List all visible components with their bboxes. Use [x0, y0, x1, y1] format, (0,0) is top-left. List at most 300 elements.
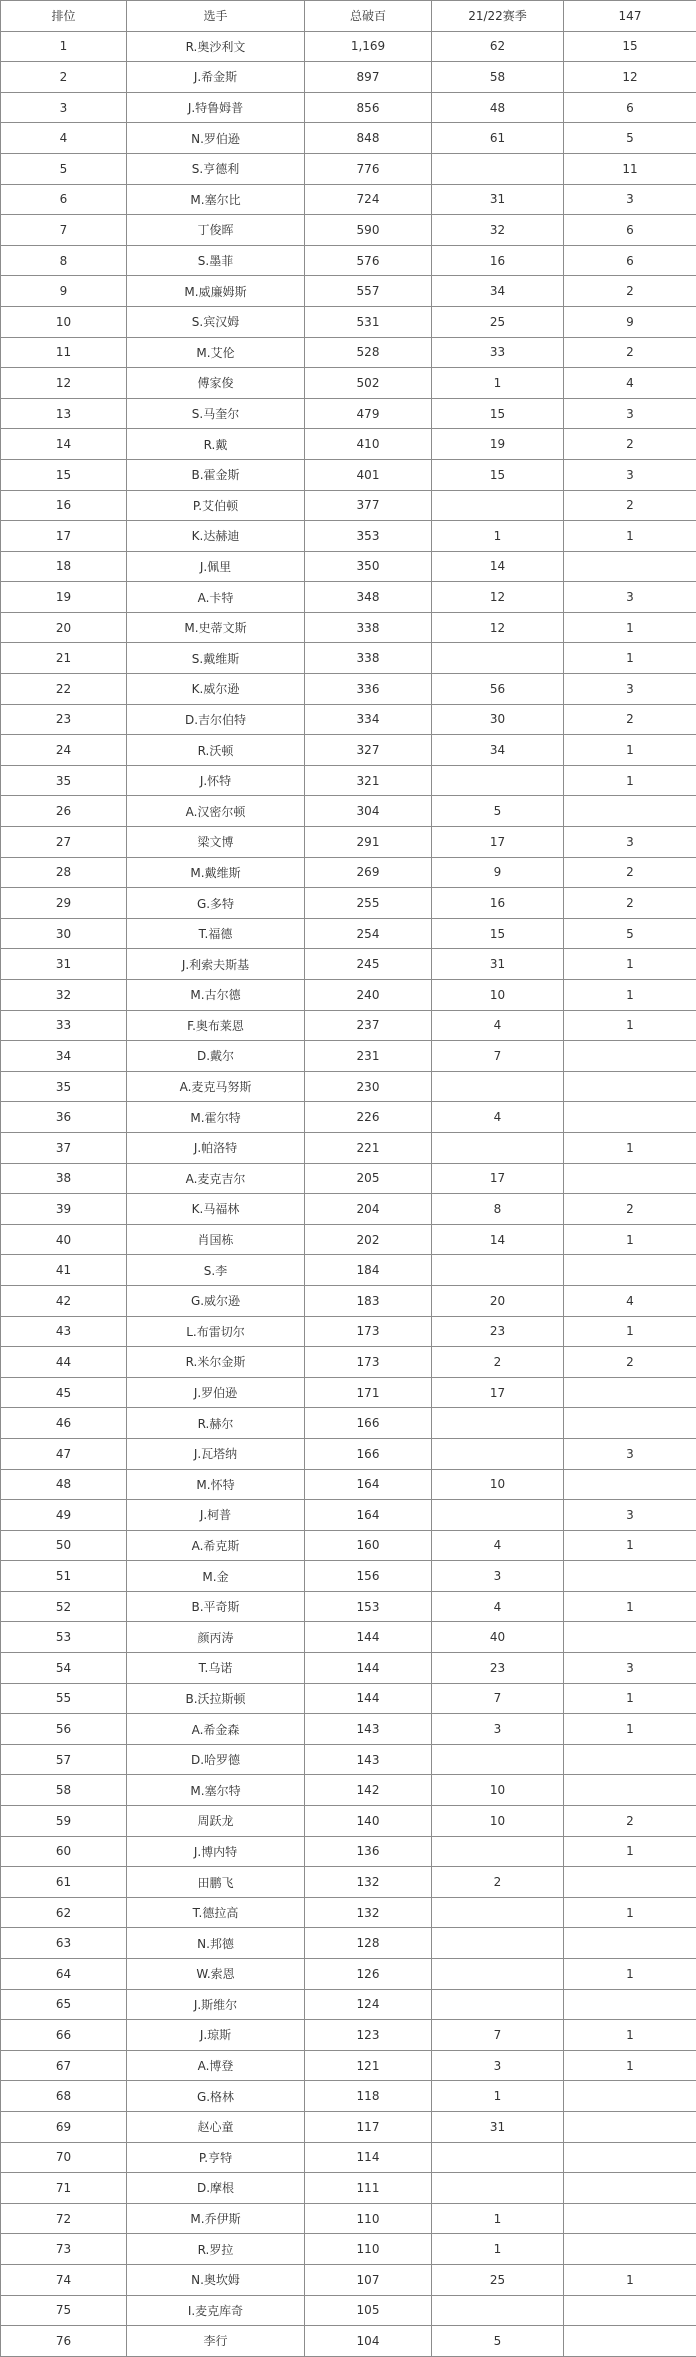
cell-rank: 37	[1, 1132, 127, 1163]
cell-season-2122: 14	[432, 551, 564, 582]
cell-rank: 21	[1, 643, 127, 674]
cell-147: 4	[564, 1285, 696, 1316]
cell-player: S.李	[127, 1255, 305, 1286]
cell-rank: 38	[1, 1163, 127, 1194]
cell-rank: 66	[1, 2020, 127, 2051]
cell-total-centuries: 166	[305, 1438, 432, 1469]
cell-season-2122: 23	[432, 1653, 564, 1684]
cell-season-2122: 4	[432, 1102, 564, 1133]
table-row	[1, 1194, 696, 1225]
cell-147: 1	[564, 765, 696, 796]
cell-rank: 65	[1, 1989, 127, 2020]
cell-147	[564, 2234, 696, 2265]
cell-rank: 34	[1, 1041, 127, 1072]
cell-rank: 49	[1, 1500, 127, 1531]
cell-season-2122: 56	[432, 674, 564, 705]
cell-season-2122	[432, 1438, 564, 1469]
cell-player: J.瓦塔纳	[127, 1438, 305, 1469]
cell-player: L.布雷切尔	[127, 1316, 305, 1347]
cell-season-2122	[432, 1959, 564, 1990]
cell-147: 6	[564, 215, 696, 246]
cell-season-2122: 14	[432, 1224, 564, 1255]
cell-rank: 69	[1, 2111, 127, 2142]
cell-total-centuries: 321	[305, 765, 432, 796]
cell-total-centuries: 142	[305, 1775, 432, 1806]
cell-rank: 7	[1, 215, 127, 246]
table-row	[1, 521, 696, 552]
cell-season-2122: 9	[432, 857, 564, 888]
cell-season-2122: 5	[432, 796, 564, 827]
cell-player: T.德拉高	[127, 1897, 305, 1928]
cell-season-2122: 34	[432, 735, 564, 766]
cell-season-2122: 10	[432, 1775, 564, 1806]
cell-rank: 58	[1, 1775, 127, 1806]
cell-total-centuries: 123	[305, 2020, 432, 2051]
cell-player: P.亨特	[127, 2142, 305, 2173]
cell-player: A.博登	[127, 2050, 305, 2081]
table-row	[1, 2020, 696, 2051]
cell-player: N.奥坎姆	[127, 2264, 305, 2295]
table-row	[1, 1867, 696, 1898]
cell-rank: 20	[1, 612, 127, 643]
cell-147: 9	[564, 306, 696, 337]
cell-rank: 57	[1, 1744, 127, 1775]
cell-147	[564, 2111, 696, 2142]
cell-147	[564, 1408, 696, 1439]
cell-season-2122: 8	[432, 1194, 564, 1225]
cell-total-centuries: 226	[305, 1102, 432, 1133]
cell-season-2122: 3	[432, 1561, 564, 1592]
cell-player: D.哈罗德	[127, 1744, 305, 1775]
cell-147: 5	[564, 918, 696, 949]
table-row	[1, 980, 696, 1011]
cell-147	[564, 1469, 696, 1500]
table-row	[1, 1285, 696, 1316]
cell-total-centuries: 776	[305, 153, 432, 184]
cell-season-2122: 5	[432, 2326, 564, 2357]
cell-147	[564, 1102, 696, 1133]
table-row	[1, 1377, 696, 1408]
cell-player: 周跃龙	[127, 1806, 305, 1837]
cell-147	[564, 1867, 696, 1898]
cell-147	[564, 2142, 696, 2173]
table-row	[1, 62, 696, 93]
cell-player: 李行	[127, 2326, 305, 2357]
cell-rank: 44	[1, 1347, 127, 1378]
cell-season-2122	[432, 765, 564, 796]
table-row	[1, 1530, 696, 1561]
cell-147: 1	[564, 1836, 696, 1867]
cell-player: J.帕洛特	[127, 1132, 305, 1163]
cell-total-centuries: 156	[305, 1561, 432, 1592]
cell-total-centuries: 897	[305, 62, 432, 93]
cell-total-centuries: 104	[305, 2326, 432, 2357]
cell-147: 3	[564, 398, 696, 429]
table-row	[1, 1561, 696, 1592]
cell-season-2122: 4	[432, 1010, 564, 1041]
table-row	[1, 306, 696, 337]
cell-player: J.博内特	[127, 1836, 305, 1867]
cell-rank: 11	[1, 337, 127, 368]
table-row	[1, 1102, 696, 1133]
cell-rank: 39	[1, 1194, 127, 1225]
cell-147: 1	[564, 1224, 696, 1255]
cell-season-2122	[432, 2295, 564, 2326]
cell-player: J.佩里	[127, 551, 305, 582]
table-row	[1, 735, 696, 766]
cell-rank: 42	[1, 1285, 127, 1316]
cell-rank: 73	[1, 2234, 127, 2265]
table-row	[1, 1255, 696, 1286]
cell-season-2122: 10	[432, 980, 564, 1011]
cell-rank: 35	[1, 765, 127, 796]
cell-147: 1	[564, 521, 696, 552]
cell-147	[564, 1928, 696, 1959]
cell-player: M.金	[127, 1561, 305, 1592]
cell-rank: 60	[1, 1836, 127, 1867]
cell-rank: 36	[1, 1102, 127, 1133]
table-row	[1, 1622, 696, 1653]
table-row	[1, 368, 696, 399]
cell-rank: 56	[1, 1714, 127, 1745]
table-row	[1, 2203, 696, 2234]
cell-total-centuries: 724	[305, 184, 432, 215]
cell-rank: 62	[1, 1897, 127, 1928]
cell-total-centuries: 240	[305, 980, 432, 1011]
cell-player: J.罗伯逊	[127, 1377, 305, 1408]
cell-rank: 23	[1, 704, 127, 735]
cell-player: G.多特	[127, 888, 305, 919]
cell-147: 1	[564, 1132, 696, 1163]
table-row	[1, 459, 696, 490]
cell-147: 12	[564, 62, 696, 93]
table-row	[1, 245, 696, 276]
cell-147: 2	[564, 429, 696, 460]
cell-147: 1	[564, 1591, 696, 1622]
cell-player: K.威尔逊	[127, 674, 305, 705]
cell-rank: 24	[1, 735, 127, 766]
cell-season-2122	[432, 2173, 564, 2204]
cell-season-2122	[432, 1928, 564, 1959]
cell-147	[564, 2081, 696, 2112]
cell-total-centuries: 110	[305, 2203, 432, 2234]
cell-total-centuries: 327	[305, 735, 432, 766]
cell-total-centuries: 590	[305, 215, 432, 246]
cell-rank: 59	[1, 1806, 127, 1837]
cell-season-2122: 31	[432, 949, 564, 980]
cell-total-centuries: 231	[305, 1041, 432, 1072]
cell-rank: 19	[1, 582, 127, 613]
cell-rank: 28	[1, 857, 127, 888]
cell-rank: 13	[1, 398, 127, 429]
table-row	[1, 153, 696, 184]
cell-rank: 26	[1, 796, 127, 827]
cell-player: M.塞尔比	[127, 184, 305, 215]
table-row	[1, 1897, 696, 1928]
cell-147: 1	[564, 1959, 696, 1990]
cell-player: A.希克斯	[127, 1530, 305, 1561]
cell-season-2122	[432, 1897, 564, 1928]
cell-season-2122: 17	[432, 1377, 564, 1408]
table-row	[1, 1928, 696, 1959]
cell-player: M.霍尔特	[127, 1102, 305, 1133]
cell-player: B.平奇斯	[127, 1591, 305, 1622]
cell-player: D.戴尔	[127, 1041, 305, 1072]
cell-147	[564, 1989, 696, 2020]
cell-total-centuries: 144	[305, 1653, 432, 1684]
cell-total-centuries: 126	[305, 1959, 432, 1990]
cell-total-centuries: 221	[305, 1132, 432, 1163]
table-row	[1, 1071, 696, 1102]
cell-total-centuries: 557	[305, 276, 432, 307]
cell-147: 3	[564, 459, 696, 490]
cell-season-2122	[432, 1255, 564, 1286]
cell-147: 1	[564, 949, 696, 980]
cell-player: 傅家俊	[127, 368, 305, 399]
cell-season-2122	[432, 643, 564, 674]
cell-total-centuries: 377	[305, 490, 432, 521]
cell-147	[564, 2203, 696, 2234]
cell-147	[564, 1561, 696, 1592]
cell-147	[564, 2173, 696, 2204]
cell-player: N.邦德	[127, 1928, 305, 1959]
cell-rank: 48	[1, 1469, 127, 1500]
cell-season-2122: 7	[432, 2020, 564, 2051]
cell-147: 2	[564, 888, 696, 919]
cell-season-2122: 12	[432, 582, 564, 613]
cell-total-centuries: 856	[305, 92, 432, 123]
cell-rank: 3	[1, 92, 127, 123]
cell-total-centuries: 1,169	[305, 31, 432, 62]
cell-total-centuries: 111	[305, 2173, 432, 2204]
cell-player: J.特鲁姆普	[127, 92, 305, 123]
cell-rank: 8	[1, 245, 127, 276]
cell-player: 赵心童	[127, 2111, 305, 2142]
cell-rank: 10	[1, 306, 127, 337]
table-row	[1, 2295, 696, 2326]
cell-total-centuries: 291	[305, 827, 432, 858]
cell-147: 5	[564, 123, 696, 154]
cell-season-2122: 1	[432, 2234, 564, 2265]
cell-total-centuries: 245	[305, 949, 432, 980]
cell-rank: 14	[1, 429, 127, 460]
cell-player: S.宾汉姆	[127, 306, 305, 337]
cell-total-centuries: 202	[305, 1224, 432, 1255]
cell-total-centuries: 143	[305, 1714, 432, 1745]
cell-147	[564, 2295, 696, 2326]
cell-player: M.史蒂文斯	[127, 612, 305, 643]
cell-147: 11	[564, 153, 696, 184]
cell-total-centuries: 528	[305, 337, 432, 368]
cell-season-2122: 32	[432, 215, 564, 246]
cell-147	[564, 1744, 696, 1775]
cell-rank: 22	[1, 674, 127, 705]
table-row	[1, 765, 696, 796]
table-row	[1, 1163, 696, 1194]
cell-rank: 15	[1, 459, 127, 490]
table-row	[1, 123, 696, 154]
cell-total-centuries: 531	[305, 306, 432, 337]
cell-player: M.威廉姆斯	[127, 276, 305, 307]
cell-season-2122	[432, 1408, 564, 1439]
cell-total-centuries: 502	[305, 368, 432, 399]
table-row	[1, 1806, 696, 1837]
cell-total-centuries: 205	[305, 1163, 432, 1194]
cell-rank: 47	[1, 1438, 127, 1469]
cell-147: 1	[564, 980, 696, 1011]
cell-player: 田鹏飞	[127, 1867, 305, 1898]
cell-rank: 27	[1, 827, 127, 858]
cell-season-2122: 17	[432, 1163, 564, 1194]
table-row	[1, 1591, 696, 1622]
table-row	[1, 1041, 696, 1072]
table-row	[1, 276, 696, 307]
table-row	[1, 827, 696, 858]
table-row	[1, 1989, 696, 2020]
cell-season-2122: 17	[432, 827, 564, 858]
table-row	[1, 31, 696, 62]
cell-rank: 51	[1, 1561, 127, 1592]
table-row	[1, 1653, 696, 1684]
cell-season-2122: 3	[432, 2050, 564, 2081]
table-row	[1, 643, 696, 674]
cell-rank: 68	[1, 2081, 127, 2112]
cell-season-2122: 30	[432, 704, 564, 735]
table-row	[1, 918, 696, 949]
cell-season-2122	[432, 1132, 564, 1163]
cell-season-2122: 31	[432, 2111, 564, 2142]
cell-season-2122: 25	[432, 306, 564, 337]
cell-season-2122: 15	[432, 398, 564, 429]
cell-player: J.利索夫斯基	[127, 949, 305, 980]
cell-total-centuries: 124	[305, 1989, 432, 2020]
cell-rank: 4	[1, 123, 127, 154]
cell-total-centuries: 269	[305, 857, 432, 888]
cell-147: 3	[564, 827, 696, 858]
cell-season-2122: 7	[432, 1683, 564, 1714]
cell-147: 2	[564, 1347, 696, 1378]
cell-rank: 2	[1, 62, 127, 93]
table-row	[1, 1469, 696, 1500]
cell-total-centuries: 338	[305, 643, 432, 674]
cell-player: M.艾伦	[127, 337, 305, 368]
cell-season-2122	[432, 490, 564, 521]
table-row	[1, 398, 696, 429]
cell-player: 颜丙涛	[127, 1622, 305, 1653]
cell-total-centuries: 136	[305, 1836, 432, 1867]
table-row	[1, 1836, 696, 1867]
cell-player: S.亨德利	[127, 153, 305, 184]
cell-total-centuries: 132	[305, 1897, 432, 1928]
cell-player: W.索恩	[127, 1959, 305, 1990]
table-row	[1, 612, 696, 643]
header-season-2122: 21/22赛季	[432, 1, 564, 32]
table-row	[1, 2111, 696, 2142]
cell-total-centuries: 164	[305, 1500, 432, 1531]
table-row	[1, 1347, 696, 1378]
cell-rank: 54	[1, 1653, 127, 1684]
cell-rank: 46	[1, 1408, 127, 1439]
cell-player: R.戴	[127, 429, 305, 460]
cell-player: R.赫尔	[127, 1408, 305, 1439]
cell-147: 2	[564, 337, 696, 368]
cell-player: S.戴维斯	[127, 643, 305, 674]
header-player: 选手	[127, 1, 305, 32]
cell-total-centuries: 110	[305, 2234, 432, 2265]
table-row	[1, 1714, 696, 1745]
cell-season-2122: 4	[432, 1530, 564, 1561]
cell-rank: 5	[1, 153, 127, 184]
cell-rank: 41	[1, 1255, 127, 1286]
cell-147: 15	[564, 31, 696, 62]
cell-147: 1	[564, 1897, 696, 1928]
cell-rank: 67	[1, 2050, 127, 2081]
cell-player: N.罗伯逊	[127, 123, 305, 154]
cell-147: 3	[564, 582, 696, 613]
cell-rank: 52	[1, 1591, 127, 1622]
cell-rank: 16	[1, 490, 127, 521]
cell-total-centuries: 143	[305, 1744, 432, 1775]
cell-season-2122	[432, 1836, 564, 1867]
cell-season-2122: 7	[432, 1041, 564, 1072]
cell-season-2122: 15	[432, 459, 564, 490]
cell-player: T.福德	[127, 918, 305, 949]
cell-147: 1	[564, 1714, 696, 1745]
cell-147: 2	[564, 1194, 696, 1225]
cell-147: 3	[564, 674, 696, 705]
cell-rank: 43	[1, 1316, 127, 1347]
cell-player: A.麦克马努斯	[127, 1071, 305, 1102]
table-row	[1, 184, 696, 215]
cell-total-centuries: 132	[305, 1867, 432, 1898]
cell-total-centuries: 348	[305, 582, 432, 613]
table-row	[1, 2264, 696, 2295]
cell-rank: 35	[1, 1071, 127, 1102]
cell-147: 1	[564, 1316, 696, 1347]
cell-player: I.麦克库奇	[127, 2295, 305, 2326]
cell-rank: 9	[1, 276, 127, 307]
cell-season-2122: 2	[432, 1867, 564, 1898]
cell-rank: 6	[1, 184, 127, 215]
cell-player: 梁文博	[127, 827, 305, 858]
cell-total-centuries: 107	[305, 2264, 432, 2295]
cell-player: M.乔伊斯	[127, 2203, 305, 2234]
cell-total-centuries: 173	[305, 1316, 432, 1347]
cell-rank: 63	[1, 1928, 127, 1959]
cell-player: A.麦克吉尔	[127, 1163, 305, 1194]
table-row	[1, 582, 696, 613]
cell-147	[564, 1377, 696, 1408]
cell-147: 1	[564, 2020, 696, 2051]
cell-season-2122: 62	[432, 31, 564, 62]
cell-total-centuries: 160	[305, 1530, 432, 1561]
cell-season-2122: 1	[432, 2081, 564, 2112]
cell-147: 2	[564, 857, 696, 888]
table-row	[1, 1316, 696, 1347]
cell-total-centuries: 350	[305, 551, 432, 582]
cell-147: 2	[564, 490, 696, 521]
cell-147: 2	[564, 1806, 696, 1837]
table-row	[1, 674, 696, 705]
cell-rank: 33	[1, 1010, 127, 1041]
cell-total-centuries: 576	[305, 245, 432, 276]
cell-season-2122: 20	[432, 1285, 564, 1316]
cell-rank: 74	[1, 2264, 127, 2295]
cell-season-2122	[432, 2142, 564, 2173]
cell-rank: 61	[1, 1867, 127, 1898]
cell-season-2122: 58	[432, 62, 564, 93]
table-row	[1, 1775, 696, 1806]
